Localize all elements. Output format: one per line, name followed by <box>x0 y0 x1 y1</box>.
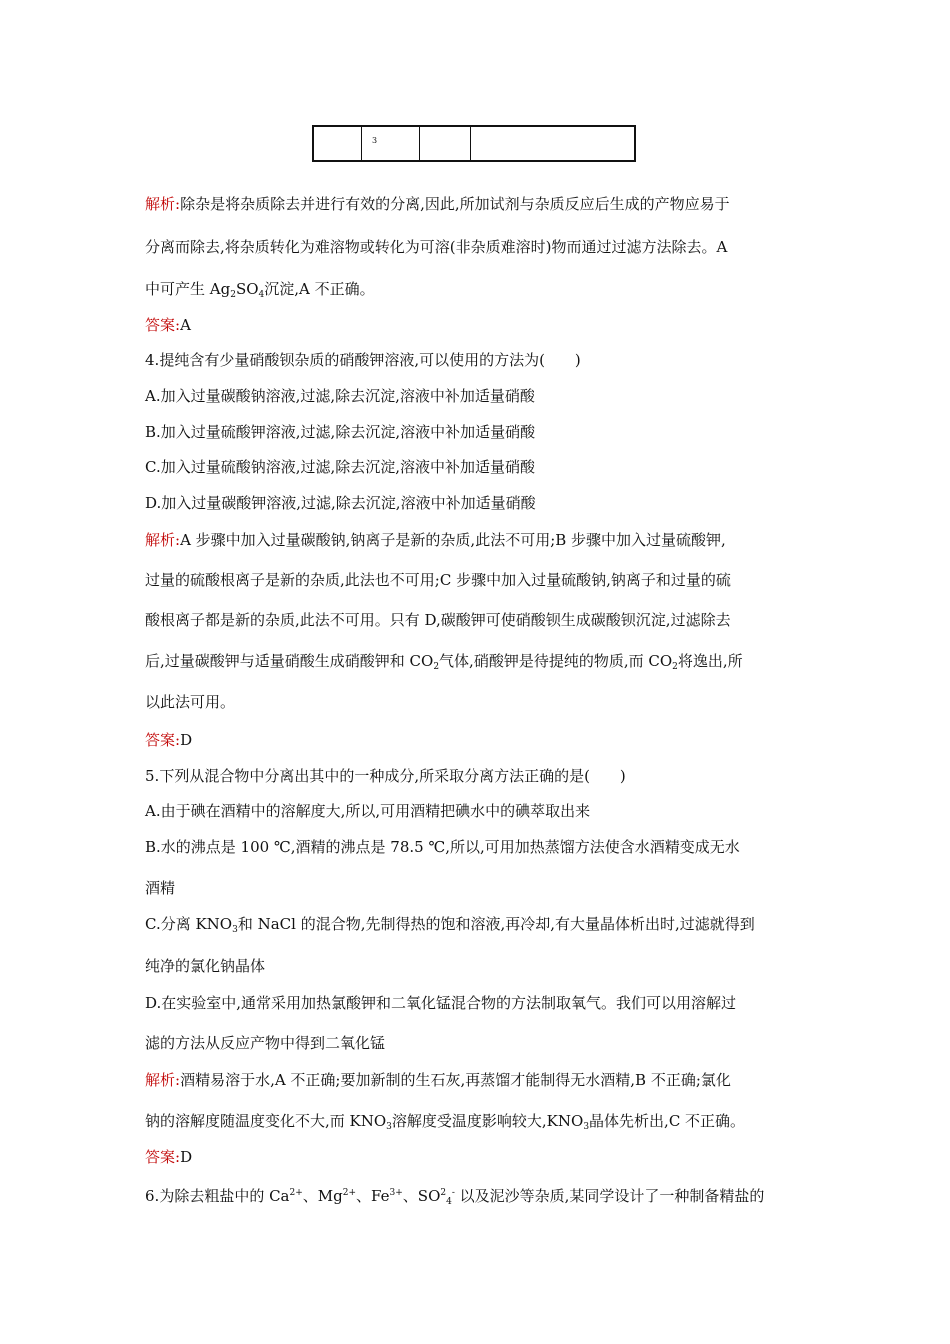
subscript: 3 <box>583 1122 590 1132</box>
table-cell-text: 3 <box>372 136 378 145</box>
subscript: 4 <box>446 1197 452 1207</box>
line-text: 酸根离子都是新的杂质,此法不可用。只有 D,碳酸钾可使硝酸钡生成碳酸钡沉淀,过滤除去 <box>145 611 731 629</box>
option-line <box>145 422 535 442</box>
text-line <box>145 237 727 257</box>
subscript: 2 <box>433 662 440 672</box>
answer-label: 答案: <box>145 316 181 334</box>
text-line <box>145 570 731 590</box>
option-text: D.加入过量碳酸钾溶液,过滤,除去沉淀,溶液中补加适量硝酸 <box>145 494 536 512</box>
option-line <box>145 801 590 821</box>
line-text: 以此法可用。 <box>145 693 236 711</box>
answer-line <box>145 315 191 335</box>
line-text: A 步骤中加入过量碳酸钠,钠离子是新的杂质,此法不可用;B 步骤中加入过量硫酸钾, <box>180 531 726 549</box>
text-line <box>145 651 743 677</box>
option-line <box>145 914 755 940</box>
line-text: 酒精易溶于水,A 不正确;要加新制的生石灰,再蒸馏才能制得无水酒精,B 不正确;氯化 <box>180 1071 731 1089</box>
question-line <box>145 766 626 786</box>
line-text: 钠的溶解度随温度变化不大,而 KNO <box>145 1112 387 1130</box>
question-text: 下列从混合物中分离出其中的一种成分,所采取分离方法正确的是( ) <box>159 767 626 785</box>
answer-value: D <box>180 1148 193 1166</box>
option-line <box>145 386 535 406</box>
option-line <box>145 993 736 1013</box>
superscript: - <box>451 1188 455 1198</box>
analysis-label: 解析: <box>145 1071 181 1089</box>
subscript: 3 <box>232 925 238 935</box>
table-cell <box>420 127 471 160</box>
option-text: 纯净的氯化钠晶体 <box>145 957 266 975</box>
sulfate-ion-charge <box>440 1183 455 1212</box>
subscript: 2 <box>230 290 236 300</box>
line-text: 后,过量碳酸钾与适量硝酸生成硝酸钾和 CO <box>145 652 434 670</box>
answer-label: 答案: <box>145 731 181 749</box>
subscript: 4 <box>258 290 265 300</box>
table-fragment <box>312 125 636 162</box>
line-text: 过量的硫酸根离子是新的杂质,此法也不可用;C 步骤中加入过量硫酸钠,钠离子和过量的硫 <box>145 571 731 589</box>
analysis-label: 解析: <box>145 531 181 549</box>
line-text: 溶解度受温度影响较大,KNO <box>391 1112 584 1130</box>
option-text: A.加入过量碳酸钠溶液,过滤,除去沉淀,溶液中补加适量硝酸 <box>145 387 535 405</box>
answer-line <box>145 1147 192 1167</box>
line-text: 除杂是将杂质除去并进行有效的分离,因此,所加试剂与杂质反应后生成的产物应易于 <box>180 195 730 213</box>
option-text: B.加入过量硫酸钾溶液,过滤,除去沉淀,溶液中补加适量硝酸 <box>145 423 536 441</box>
option-text: C.加入过量硫酸钠溶液,过滤,除去沉淀,溶液中补加适量硝酸 <box>145 458 536 476</box>
question-text: 、SO <box>402 1187 441 1205</box>
answer-value: A <box>180 316 191 334</box>
question-number: 6. <box>145 1187 160 1205</box>
line-text: SO <box>235 280 259 298</box>
line-text: 晶体先析出,C 不正确。 <box>589 1112 746 1130</box>
option-text: D.在实验室中,通常采用加热氯酸钾和二氧化锰混合物的方法制取氧气。我们可以用溶解过 <box>145 994 737 1012</box>
analysis-line <box>145 194 730 214</box>
answer-value: D <box>180 731 193 749</box>
answer-label: 答案: <box>145 1148 181 1166</box>
question-text: 、Fe <box>356 1187 390 1205</box>
line-text: 将逸出,所 <box>677 652 743 670</box>
text-line <box>145 279 375 305</box>
question-line <box>145 1183 764 1212</box>
superscript: 2 <box>440 1188 447 1198</box>
line-text: 气体,硝酸钾是待提纯的物质,而 CO <box>439 652 673 670</box>
option-text: 酒精 <box>145 879 176 897</box>
option-line <box>145 457 535 477</box>
question-text: 提纯含有少量硝酸钡杂质的硝酸钾溶液,可以使用的方法为( ) <box>159 351 581 369</box>
option-text: C.分离 KNO <box>145 915 233 933</box>
table-cell <box>314 127 362 160</box>
line-text: 中可产生 Ag <box>145 280 231 298</box>
analysis-line <box>145 1070 731 1090</box>
line-text: 分离而除去,将杂质转化为难溶物或转化为可溶(非杂质难溶时)物而通过过滤方法除去。A <box>145 238 728 256</box>
question-text: 、Mg <box>302 1187 343 1205</box>
option-text: A.由于碘在酒精中的溶解度大,所以,可用酒精把碘水中的碘萃取出来 <box>145 802 591 820</box>
option-line <box>145 956 265 976</box>
superscript: 2+ <box>342 1188 357 1198</box>
question-text: 以及泥沙等杂质,某同学设计了一种制备精盐的 <box>454 1187 765 1205</box>
option-text: B.水的沸点是 100 ℃,酒精的沸点是 78.5 ℃,所以,可用加热蒸馏方法使含水酒精变成无水 <box>145 838 740 856</box>
option-line <box>145 1033 385 1053</box>
line-text: 沉淀,A 不正确。 <box>264 280 375 298</box>
superscript: 3+ <box>389 1188 403 1198</box>
text-line <box>145 1111 745 1137</box>
superscript: 2+ <box>289 1188 303 1198</box>
table-cell <box>471 127 634 160</box>
answer-line <box>145 730 192 750</box>
table-cell <box>362 127 420 160</box>
analysis-label: 解析: <box>145 195 181 213</box>
question-text: 为除去粗盐中的 Ca <box>159 1187 290 1205</box>
option-line <box>145 837 740 857</box>
question-number: 5. <box>145 767 160 785</box>
option-text: 滤的方法从反应产物中得到二氧化锰 <box>145 1034 386 1052</box>
analysis-line <box>145 530 726 550</box>
question-number: 4. <box>145 351 160 369</box>
subscript: 3 <box>386 1122 392 1132</box>
option-text: 和 NaCl 的混合物,先制得热的饱和溶液,再冷却,有大量晶体析出时,过滤就得到 <box>237 915 755 933</box>
subscript: 2 <box>672 662 678 672</box>
option-line <box>145 493 536 513</box>
option-line <box>145 878 175 898</box>
question-line <box>145 350 581 370</box>
text-line <box>145 692 235 712</box>
text-line <box>145 610 731 630</box>
